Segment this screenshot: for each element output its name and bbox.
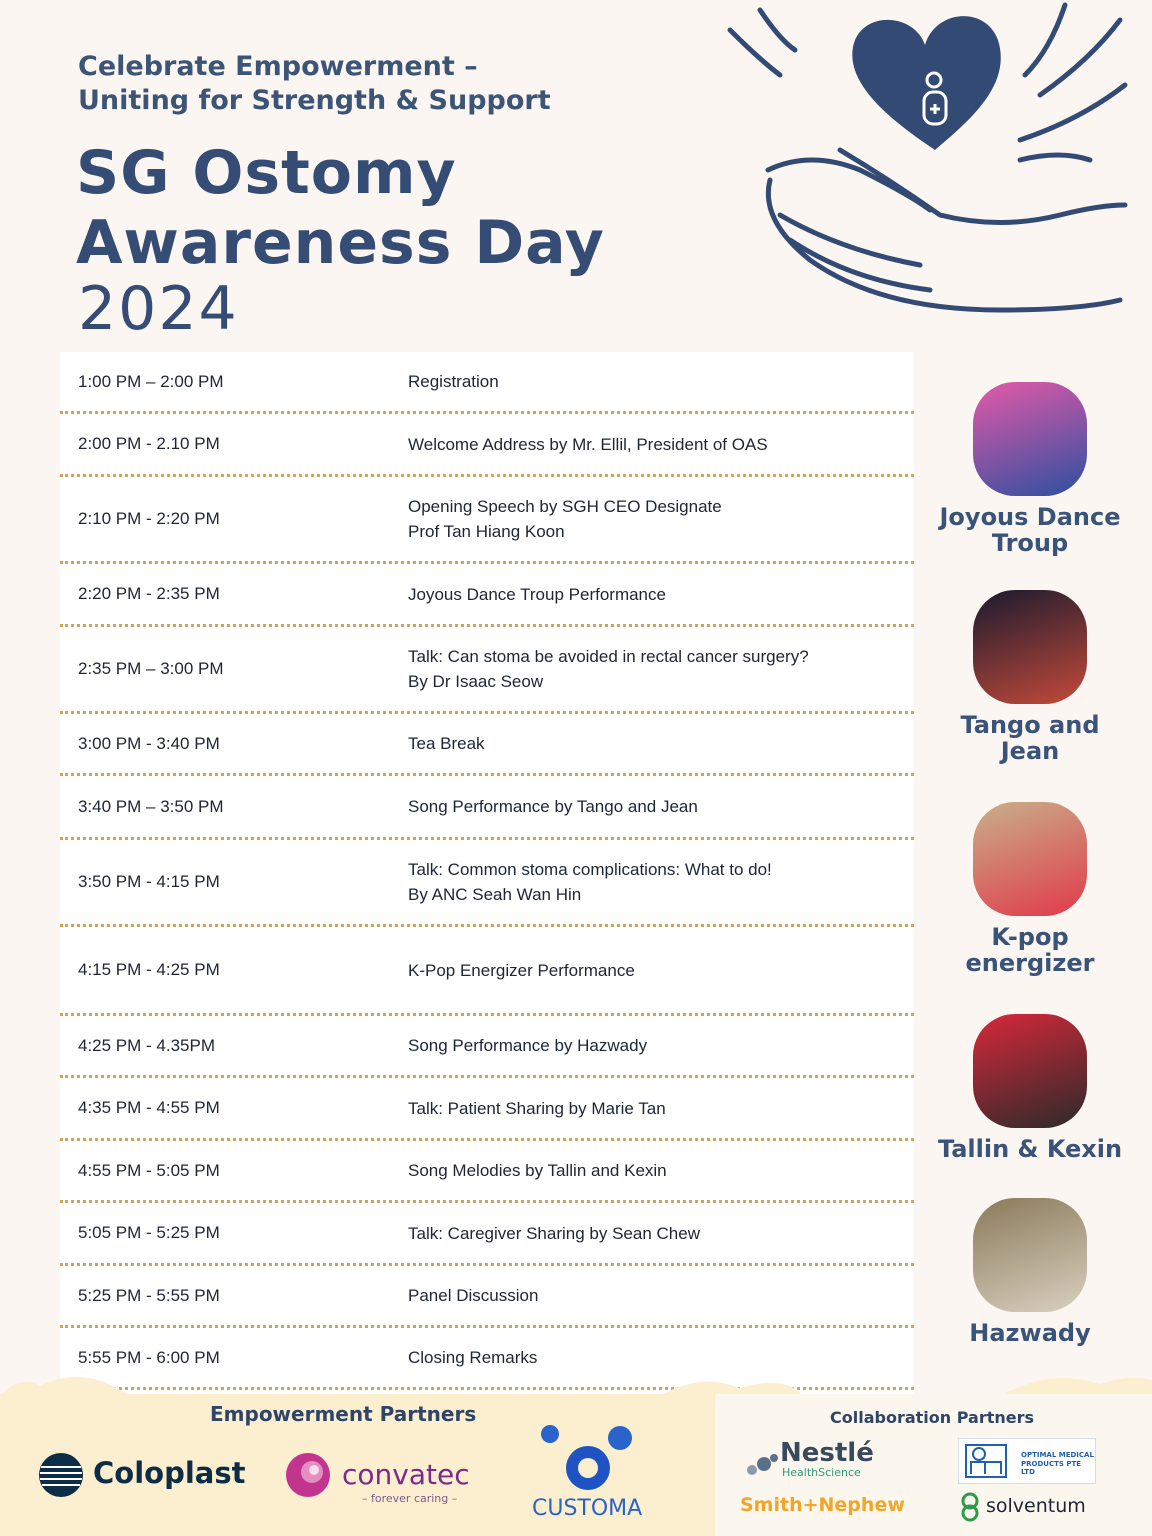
- schedule-row: [60, 627, 914, 714]
- omp-line-1: OPTIMAL MEDICAL: [1021, 1451, 1094, 1459]
- coloplast-logo-icon: [38, 1452, 84, 1498]
- schedule-event-line-1: Registration: [408, 372, 499, 391]
- schedule-row: [60, 1203, 914, 1266]
- schedule-event-line-1: Joyous Dance Troup Performance: [408, 584, 666, 604]
- omp-logo: [958, 1438, 1096, 1484]
- schedule-row: [60, 1266, 914, 1328]
- schedule-row: [60, 414, 914, 477]
- performer-name: [930, 1136, 1130, 1162]
- coloplast-logo: Coloplast: [93, 1456, 246, 1490]
- nestle-bird-icon: [742, 1450, 780, 1480]
- schedule-time: 4:25 PM - 4.35PM: [78, 1035, 216, 1055]
- schedule-time: 4:55 PM - 5:05 PM: [78, 1160, 220, 1180]
- performer-card: [930, 382, 1130, 556]
- customa-logo: CUSTOMA: [532, 1496, 643, 1521]
- omp-logo-icon: [965, 1444, 1007, 1478]
- schedule-event-line-1: Talk: Patient Sharing by Marie Tan: [408, 1098, 666, 1118]
- schedule-event-line-1: Talk: Common stoma complications: What to do!: [408, 860, 772, 879]
- schedule-event-line-1: Song Performance by Tango and Jean: [408, 797, 698, 816]
- performer-name-line-1: Joyous Dance: [939, 503, 1121, 531]
- empowerment-partners-heading: Empowerment Partners: [210, 1402, 477, 1426]
- performer-card: [930, 1014, 1130, 1162]
- event-year: 2024: [78, 274, 239, 344]
- performer-photo: [973, 1014, 1087, 1128]
- collaboration-partners-heading: Collaboration Partners: [830, 1408, 1035, 1427]
- schedule-row: [60, 1016, 914, 1078]
- schedule-event-line-1: Closing Remarks: [408, 1348, 538, 1367]
- convatec-tagline: – forever caring –: [362, 1492, 458, 1505]
- schedule-row: [60, 840, 914, 927]
- schedule-event: [408, 1016, 894, 1075]
- nestle-logo: Nestlé: [780, 1438, 874, 1468]
- performer-name-line-1: Tallin & Kexin: [937, 1135, 1123, 1163]
- schedule-event: [408, 1203, 894, 1263]
- performer-name: [930, 1320, 1130, 1346]
- performer-photo: [973, 802, 1087, 916]
- schedule-event: [408, 776, 894, 837]
- schedule-time: 1:00 PM – 2:00 PM: [78, 371, 224, 391]
- tagline-line-1: Celebrate Empowerment –: [78, 51, 478, 82]
- schedule-event-line-2: By ANC Seah Wan Hin: [408, 885, 582, 904]
- omp-line-2: PRODUCTS PTE LTD: [1021, 1460, 1082, 1476]
- customa-logo-icon: [538, 1422, 636, 1502]
- performer-card: [930, 590, 1130, 764]
- schedule-event-line-2: Prof Tan Hiang Koon: [408, 522, 565, 541]
- schedule-event: [408, 352, 894, 411]
- title-line-2: Awareness Day: [76, 208, 605, 278]
- performer-name-line-2: Jean: [1000, 737, 1060, 765]
- partners-footer: [0, 1394, 1152, 1536]
- schedule-event: [408, 927, 894, 1013]
- schedule-event: [408, 414, 894, 474]
- schedule-row: [60, 564, 914, 627]
- performer-name-line-2: Troup: [991, 529, 1069, 557]
- schedule-row: [60, 927, 914, 1016]
- schedule-row: [60, 776, 914, 840]
- schedule-time: 3:00 PM - 3:40 PM: [78, 733, 220, 753]
- convatec-logo-icon: [284, 1450, 332, 1500]
- performer-name-line-1: Hazwady: [969, 1319, 1091, 1347]
- performer-card: [930, 802, 1130, 976]
- schedule-time: 2:35 PM – 3:00 PM: [78, 659, 224, 678]
- schedule-event: [408, 564, 894, 624]
- solventum-logo: solventum: [986, 1495, 1086, 1517]
- performer-photo: [973, 590, 1087, 704]
- schedule-event: [408, 627, 894, 711]
- schedule-time: 5:05 PM - 5:25 PM: [78, 1223, 220, 1242]
- schedule-event: [408, 840, 894, 924]
- schedule-event-line-2: By Dr Isaac Seow: [408, 672, 544, 691]
- schedule-event: [408, 1141, 894, 1200]
- schedule-row: [60, 1141, 914, 1203]
- schedule-event-line-1: K-Pop Energizer Performance: [408, 960, 635, 980]
- performer-card: [930, 1198, 1130, 1346]
- event-title: [76, 138, 605, 278]
- performer-name-line-2: energizer: [965, 949, 1095, 977]
- schedule-event-line-1: Opening Speech by SGH CEO Designate: [408, 497, 722, 516]
- performer-name: [930, 712, 1130, 764]
- performer-name: [930, 504, 1130, 556]
- schedule-row: [60, 352, 914, 414]
- schedule-event-line-1: Song Melodies by Tallin and Kexin: [408, 1161, 667, 1180]
- performer-photo: [973, 382, 1087, 496]
- schedule-time: 3:50 PM - 4:15 PM: [78, 872, 220, 891]
- schedule-event: [408, 1078, 894, 1138]
- schedule-event: [408, 714, 894, 773]
- smith-nephew-logo: Smith+Nephew: [740, 1494, 905, 1516]
- schedule-time: 2:00 PM - 2.10 PM: [78, 434, 220, 453]
- schedule-event-line-1: Tea Break: [408, 734, 485, 753]
- schedule-row: [60, 477, 914, 564]
- performer-name-line-1: Tango and: [960, 711, 1100, 739]
- schedule-time: 4:35 PM - 4:55 PM: [78, 1098, 220, 1117]
- schedule-event-line-1: Talk: Caregiver Sharing by Sean Chew: [408, 1223, 700, 1243]
- footer-scallop-edge: [0, 1372, 1152, 1396]
- schedule-time: 4:15 PM - 4:25 PM: [78, 960, 220, 979]
- schedule-row: [60, 1078, 914, 1141]
- performer-name-line-1: K-pop: [991, 923, 1069, 951]
- schedule-time: 5:25 PM - 5:55 PM: [78, 1285, 220, 1305]
- schedule-event-line-1: Panel Discussion: [408, 1286, 539, 1305]
- schedule-time: 3:40 PM – 3:50 PM: [78, 796, 224, 816]
- performer-name: [930, 924, 1130, 976]
- title-line-1: SG Ostomy: [76, 138, 457, 208]
- schedule-event-line-1: Talk: Can stoma be avoided in rectal cancer surgery?: [408, 647, 809, 666]
- schedule-time: 5:55 PM - 6:00 PM: [78, 1347, 220, 1367]
- schedule-table: [60, 352, 914, 1394]
- schedule-event: [408, 1266, 894, 1325]
- schedule-time: 2:20 PM - 2:35 PM: [78, 584, 220, 603]
- schedule-event-line-1: Welcome Address by Mr. Ellil, President of OAS: [408, 434, 768, 454]
- schedule-event-line-1: Song Performance by Hazwady: [408, 1036, 648, 1055]
- schedule-time: 2:10 PM - 2:20 PM: [78, 509, 220, 528]
- nestle-subtitle: HealthScience: [782, 1466, 861, 1479]
- tagline: [78, 50, 551, 118]
- solventum-icon: [958, 1492, 982, 1522]
- tagline-line-2: Uniting for Strength & Support: [78, 85, 551, 116]
- schedule-event: [408, 477, 894, 561]
- performer-photo: [973, 1198, 1087, 1312]
- heart-in-hands-illustration: [720, 0, 1140, 330]
- schedule-row: [60, 714, 914, 776]
- convatec-logo: convatec: [342, 1458, 470, 1491]
